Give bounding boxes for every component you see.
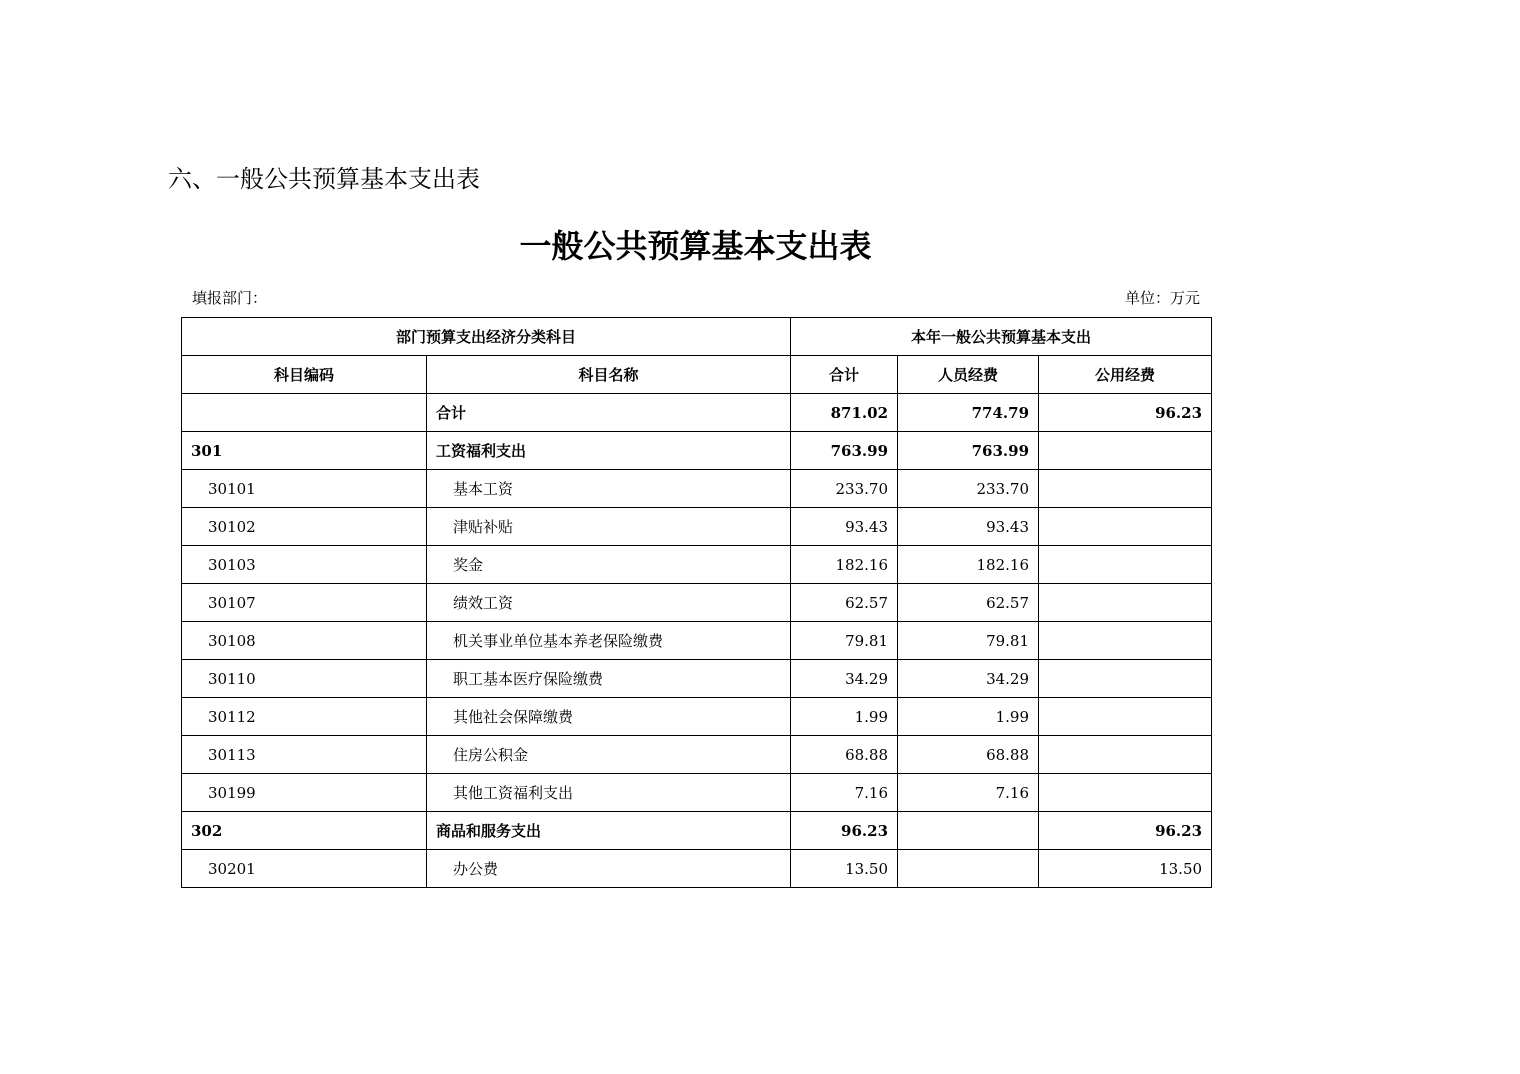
subject-name-cell: 其他社会保障缴费	[427, 698, 791, 736]
subject-code-cell: 30107	[182, 584, 427, 622]
public-expense-cell: 13.50	[1039, 850, 1212, 888]
fill-department	[192, 287, 277, 309]
subject-name-cell: 津贴补贴	[427, 508, 791, 546]
public-expense-cell	[1039, 736, 1212, 774]
personnel-expense-cell: 7.16	[898, 774, 1039, 812]
public-expense-cell	[1039, 432, 1212, 470]
table-row	[182, 508, 1212, 546]
public-expense-cell	[1039, 698, 1212, 736]
subject-code-cell: 30199	[182, 774, 427, 812]
subject-code-cell: 30102	[182, 508, 427, 546]
personnel-expense-cell	[898, 812, 1039, 850]
table-row	[182, 584, 1212, 622]
header-total: 合计	[791, 356, 898, 394]
section-heading: 六、一般公共预算基本支出表	[168, 165, 480, 193]
public-expense-cell: 96.23	[1039, 812, 1212, 850]
subject-name-cell: 绩效工资	[427, 584, 791, 622]
subject-code-cell: 30113	[182, 736, 427, 774]
subject-name-cell: 奖金	[427, 546, 791, 584]
total-cell: 68.88	[791, 736, 898, 774]
total-cell: 79.81	[791, 622, 898, 660]
total-cell: 93.43	[791, 508, 898, 546]
total-cell: 7.16	[791, 774, 898, 812]
subject-code-cell: 30108	[182, 622, 427, 660]
total-cell: 62.57	[791, 584, 898, 622]
subject-name-cell: 基本工资	[427, 470, 791, 508]
total-cell: 1.99	[791, 698, 898, 736]
table-row	[182, 660, 1212, 698]
fill-department-label: 填报部门：	[192, 289, 268, 307]
public-expense-cell	[1039, 774, 1212, 812]
total-cell: 34.29	[791, 660, 898, 698]
public-expense-cell: 96.23	[1039, 394, 1212, 432]
total-cell: 763.99	[791, 432, 898, 470]
public-expense-cell	[1039, 470, 1212, 508]
table-row	[182, 622, 1212, 660]
personnel-expense-cell: 34.29	[898, 660, 1039, 698]
table-row	[182, 394, 1212, 432]
total-cell: 96.23	[791, 812, 898, 850]
subject-name-cell: 职工基本医疗保险缴费	[427, 660, 791, 698]
header-column-row	[182, 356, 1212, 394]
personnel-expense-cell: 233.70	[898, 470, 1039, 508]
personnel-expense-cell: 93.43	[898, 508, 1039, 546]
header-group-row	[182, 318, 1212, 356]
subject-name-cell: 办公费	[427, 850, 791, 888]
table-row	[182, 432, 1212, 470]
total-cell: 182.16	[791, 546, 898, 584]
header-public-expense: 公用经费	[1039, 356, 1212, 394]
total-cell: 13.50	[791, 850, 898, 888]
subject-name-cell: 住房公积金	[427, 736, 791, 774]
personnel-expense-cell: 79.81	[898, 622, 1039, 660]
subject-name-cell: 商品和服务支出	[427, 812, 791, 850]
table-body	[182, 394, 1212, 888]
total-cell: 233.70	[791, 470, 898, 508]
total-cell: 871.02	[791, 394, 898, 432]
subject-code-cell	[182, 394, 427, 432]
budget-table	[181, 317, 1212, 888]
document-title: 一般公共预算基本支出表	[519, 227, 872, 265]
subject-name-cell: 工资福利支出	[427, 432, 791, 470]
personnel-expense-cell: 763.99	[898, 432, 1039, 470]
table-row	[182, 470, 1212, 508]
personnel-expense-cell: 68.88	[898, 736, 1039, 774]
public-expense-cell	[1039, 660, 1212, 698]
subject-code-cell: 302	[182, 812, 427, 850]
header-subject-code: 科目编码	[182, 356, 427, 394]
table-row	[182, 850, 1212, 888]
header-personnel-expense: 人员经费	[898, 356, 1039, 394]
subject-code-cell: 30110	[182, 660, 427, 698]
table-row	[182, 736, 1212, 774]
header-subject-name: 科目名称	[427, 356, 791, 394]
table-row	[182, 774, 1212, 812]
unit-label: 单位：万元	[1124, 289, 1200, 307]
public-expense-cell	[1039, 546, 1212, 584]
subject-name-cell: 合计	[427, 394, 791, 432]
personnel-expense-cell: 182.16	[898, 546, 1039, 584]
header-group-basic-expenditure: 本年一般公共预算基本支出	[791, 318, 1212, 356]
table-row	[182, 698, 1212, 736]
personnel-expense-cell: 62.57	[898, 584, 1039, 622]
personnel-expense-cell: 1.99	[898, 698, 1039, 736]
subject-name-cell: 机关事业单位基本养老保险缴费	[427, 622, 791, 660]
table-row	[182, 812, 1212, 850]
public-expense-cell	[1039, 584, 1212, 622]
table-row	[182, 546, 1212, 584]
subject-name-cell: 其他工资福利支出	[427, 774, 791, 812]
header-group-economic-classification: 部门预算支出经济分类科目	[182, 318, 791, 356]
public-expense-cell	[1039, 508, 1212, 546]
subject-code-cell: 30103	[182, 546, 427, 584]
personnel-expense-cell: 774.79	[898, 394, 1039, 432]
personnel-expense-cell	[898, 850, 1039, 888]
subject-code-cell: 30101	[182, 470, 427, 508]
subject-code-cell: 30112	[182, 698, 427, 736]
public-expense-cell	[1039, 622, 1212, 660]
subject-code-cell: 30201	[182, 850, 427, 888]
subject-code-cell: 301	[182, 432, 427, 470]
